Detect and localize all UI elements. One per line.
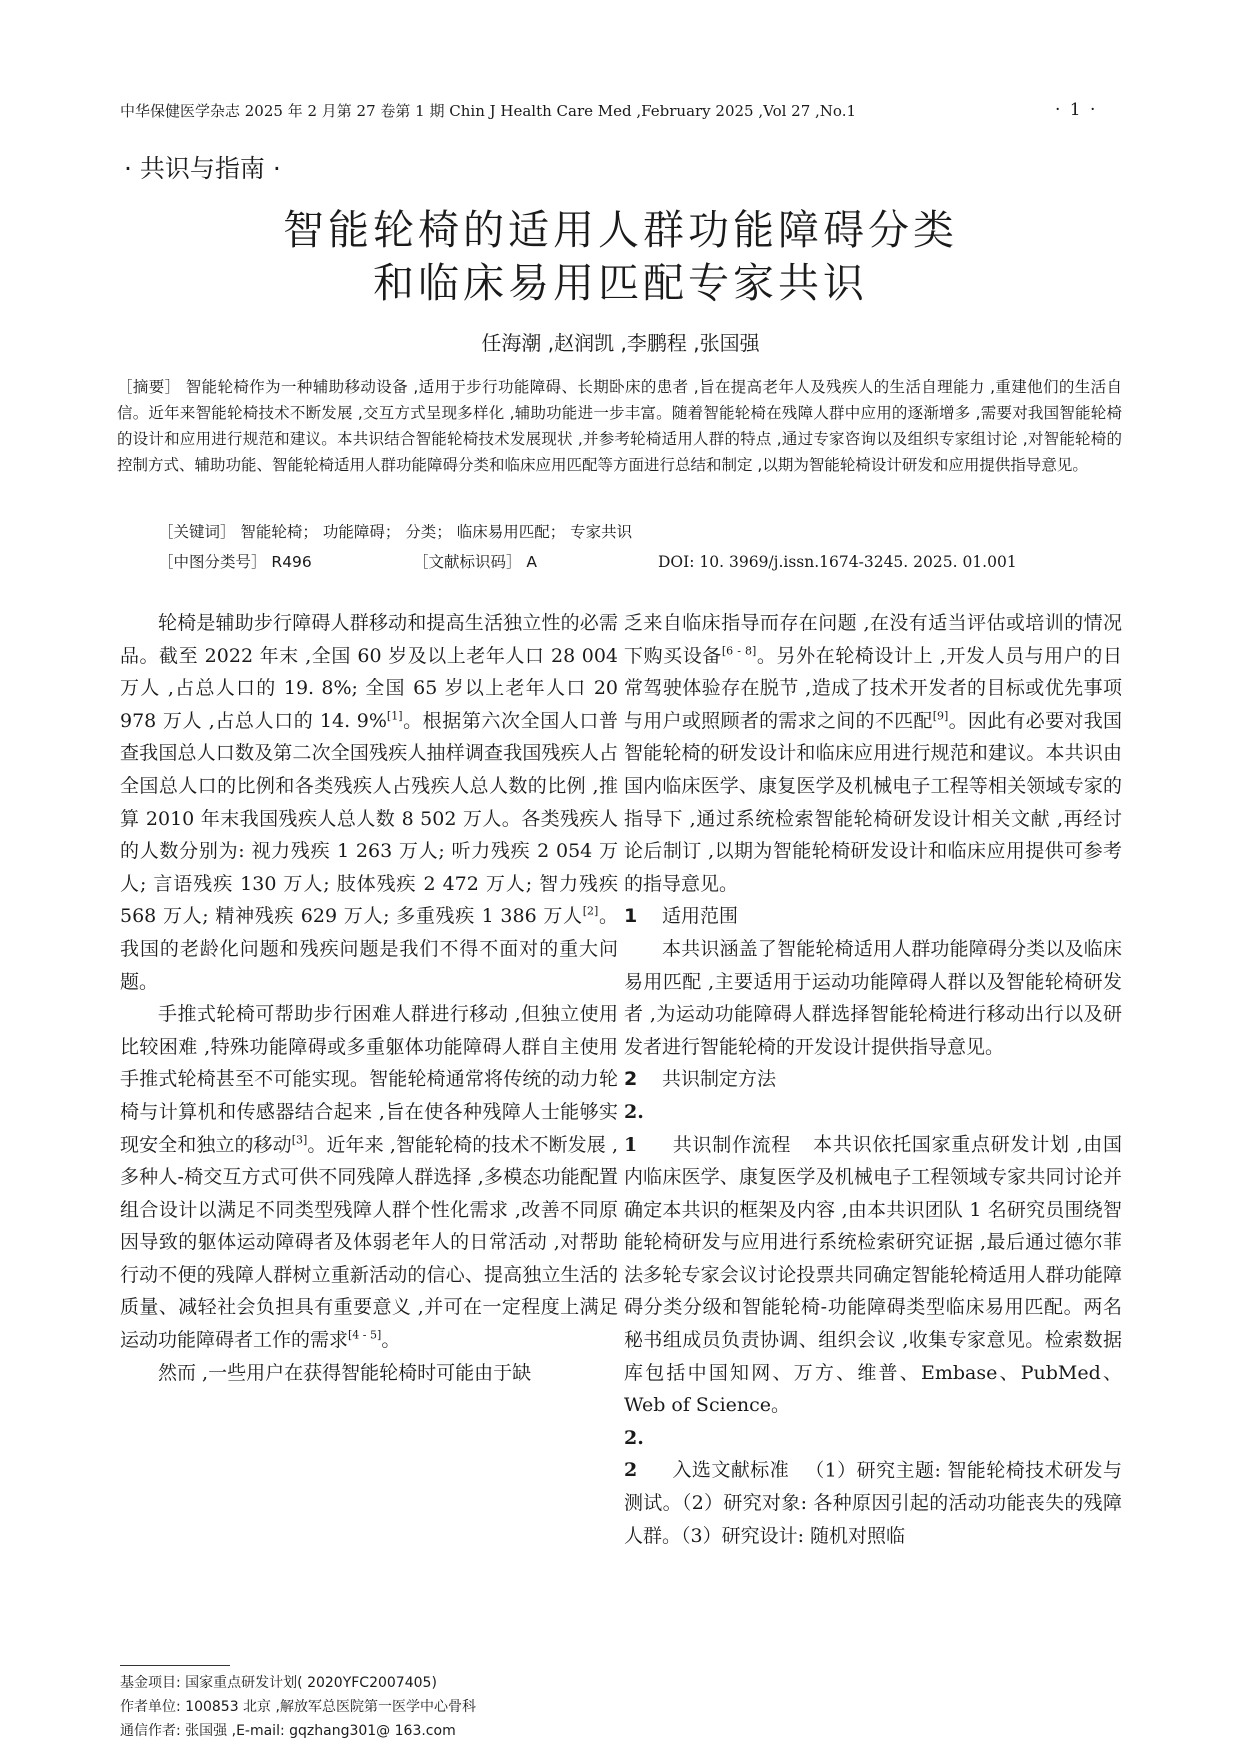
citation: [3] [291, 1133, 308, 1147]
section-heading-1: 1 适用范围 [624, 905, 739, 928]
body-paragraph: 2. 1 共识制作流程 本共识依托国家重点研发计划 ,由国内临床医学、康复医学及机械电子工程领域专家共同讨论并确定本共识的框架及内容 ,由本共识团队 1 名研究员围绕智能轮椅研发与应用进行系统检索研究证据 ,最后通过德尔菲法多轮专家会议讨论投票共同确定智能轮椅适用人群功能障碍分类分级和智能轮椅-功能障碍类型临床易用匹配。两名秘书组成员负责协调、组织会议 ,收集专家意见。检索数据库包括中国知网、万方、维普、Embase、PubMed、Web of Science。 [624, 1096, 1122, 1422]
subsection-title: 入选文献标准 [672, 1459, 790, 1482]
citation: [6 - 8] [721, 644, 757, 658]
footnote-affiliation: 作者单位: 100853 北京 ,解放军总医院第一医学中心骨科 [120, 1699, 476, 1715]
classification-line [158, 549, 1118, 575]
footnote-fund: 基金项目: 国家重点研发计划( 2020YFC2007405) [120, 1675, 437, 1691]
author-list: 任海潮 ,赵润凯 ,李鹏程 ,张国强 [481, 331, 760, 355]
document-code: ［文献标识码］ A [413, 553, 538, 571]
citation: [4 - 5] [348, 1328, 382, 1342]
clc-number: ［中图分类号］ R496 [158, 553, 312, 571]
subsection-title: 共识制作流程 [672, 1133, 792, 1156]
keywords: ［关键词］ 智能轮椅； 功能障碍； 分类； 临床易用匹配； 专家共识 [158, 523, 633, 541]
citation: [2] [582, 905, 599, 919]
body-column-left [120, 607, 618, 1389]
section-heading-2: 2 共识制定方法 [624, 1068, 777, 1091]
citation: [9] [932, 709, 949, 723]
article-title-line-1: 智能轮椅的适用人群功能障碍分类 [283, 206, 958, 254]
article-title-line-2: 和临床易用匹配专家共识 [373, 259, 868, 307]
abstract: ［摘要］ 智能轮椅作为一种辅助移动设备 ,适用于步行功能障碍、长期卧床的患者 ,旨在提高老年人及残疾人的生活自理能力 ,重建他们的生活自信。近年来智能轮椅技术不断发展 ,交互方式呈现多样化 ,辅助功能进一步丰富。随着智能轮椅在残障人群中应用的逐渐增多 ,需要对我国智能轮椅的设计和应用进行规范和建议。本共识结合智能轮椅技术发展现状 ,并参考轮椅适用人群的特点 ,通过专家咨询以及组织专家组讨论 ,对智能轮椅的控制方式、辅助功能、智能轮椅适用人群功能障碍分类和临床应用匹配等方面进行总结和制定 ,以期为智能轮椅设计研发和应用提供指导意见。 [117, 378, 1122, 474]
body-paragraph: 本共识涵盖了智能轮椅适用人群功能障碍分类以及临床易用匹配 ,主要适用于运动功能障碍人群以及智能轮椅研发者 ,为运动功能障碍人群选择智能轮椅进行移动出行以及研发者进行智能轮椅的开发设计提供指导意见。 [624, 937, 1122, 1058]
section-tag: · 共识与指南 · [124, 154, 281, 183]
body-column-right [624, 607, 1122, 1552]
citation: [1] [386, 709, 403, 723]
body-paragraph: 手推式轮椅可帮助步行困难人群进行移动 ,但独立使用比较困难 ,特殊功能障碍或多重躯体功能障碍人群自主使用手推式轮椅甚至不可能实现。智能轮椅通常将传统的动力轮椅与计算机和传感器结合起来 ,旨在使各种残障人士能够实现安全和独立的移动[3]。近年来 ,智能轮椅的技术不断发展 ,多种人-椅交互方式可供不同残障人群选择 ,多模态功能配置组合设计以满足不同类型残障人群个性化需求 ,改善不同原因导致的躯体运动障碍者及体弱老年人的日常活动 ,对帮助行动不便的残障人群树立重新活动的信心、提高独立生活的质量、减轻社会负担具有重要意义 ,并可在一定程度上满足运动功能障碍者工作的需求[4 - 5]。 [120, 1003, 618, 1352]
footnote-divider [120, 1665, 230, 1666]
footnotes [120, 1671, 620, 1743]
body-paragraph: 轮椅是辅助步行障碍人群移动和提高生活独立性的必需品。截至 2022 年末 ,全国 60 岁及以上老年人口 28 004 万人 ,占总人口的 19. 8%; 全国 65 岁以上老年人口 20 978 万人 ,占总人口的 14. 9%[1]。根据第六次全国人口普查我国总人口数及第二次全国残疾人抽样调查我国残疾人占全国总人口的比例和各类残疾人占残疾人总人数的比例 ,推算 2010 年末我国残疾人总人数 8 502 万人。各类残疾人的人数分别为: 视力残疾 1 263 万人; 听力残疾 2 054 万人; 言语残疾 130 万人; 肢体残疾 2 472 万人; 智力残疾 568 万人; 精神残疾 629 万人; 多重残疾 1 386 万人[2]。我国的老龄化问题和残疾问题是我们不得不面对的重大问题。 [120, 612, 618, 993]
body-paragraph: 2. 2 入选文献标准 （1）研究主题: 智能轮椅技术研发与测试。（2）研究对象: 各种原因引起的活动功能丧失的残障人群。（3）研究设计: 随机对照临 [624, 1422, 1122, 1552]
subsection-number: 2. 1 [624, 1100, 644, 1156]
body-paragraph: 乏来自临床指导而存在问题 ,在没有适当评估或培训的情况下购买设备[6 - 8]。另外在轮椅设计上 ,开发人员与用户的日常驾驶体验存在脱节 ,造成了技术开发者的目标或优先事项与用户或照顾者的需求之间的不匹配[9]。因此有必要对我国智能轮椅的研发设计和临床应用进行规范和建议。本共识由国内临床医学、康复医学及机械电子工程等相关领域专家的指导下 ,通过系统检索智能轮椅研发设计相关文献 ,再经讨论后制订 ,以期为智能轮椅研发设计和临床应用提供可参考的指导意见。 [624, 612, 1122, 895]
body-paragraph: 然而 ,一些用户在获得智能轮椅时可能由于缺 [158, 1361, 532, 1384]
footnote-correspondence: 通信作者: 张国强 ,E-mail: gqzhang301@ 163.com [120, 1723, 456, 1739]
subsection-number: 2. 2 [624, 1426, 644, 1482]
running-head: 中华保健医学杂志 2025 年 2 月第 27 卷第 1 期 Chin J Health Care Med ,February 2025 ,Vol 27 ,No.1 [120, 102, 857, 120]
page-number: · 1 · [1055, 100, 1098, 120]
doi: DOI: 10. 3969/j.issn.1674-3245. 2025. 01.001 [658, 553, 1017, 571]
